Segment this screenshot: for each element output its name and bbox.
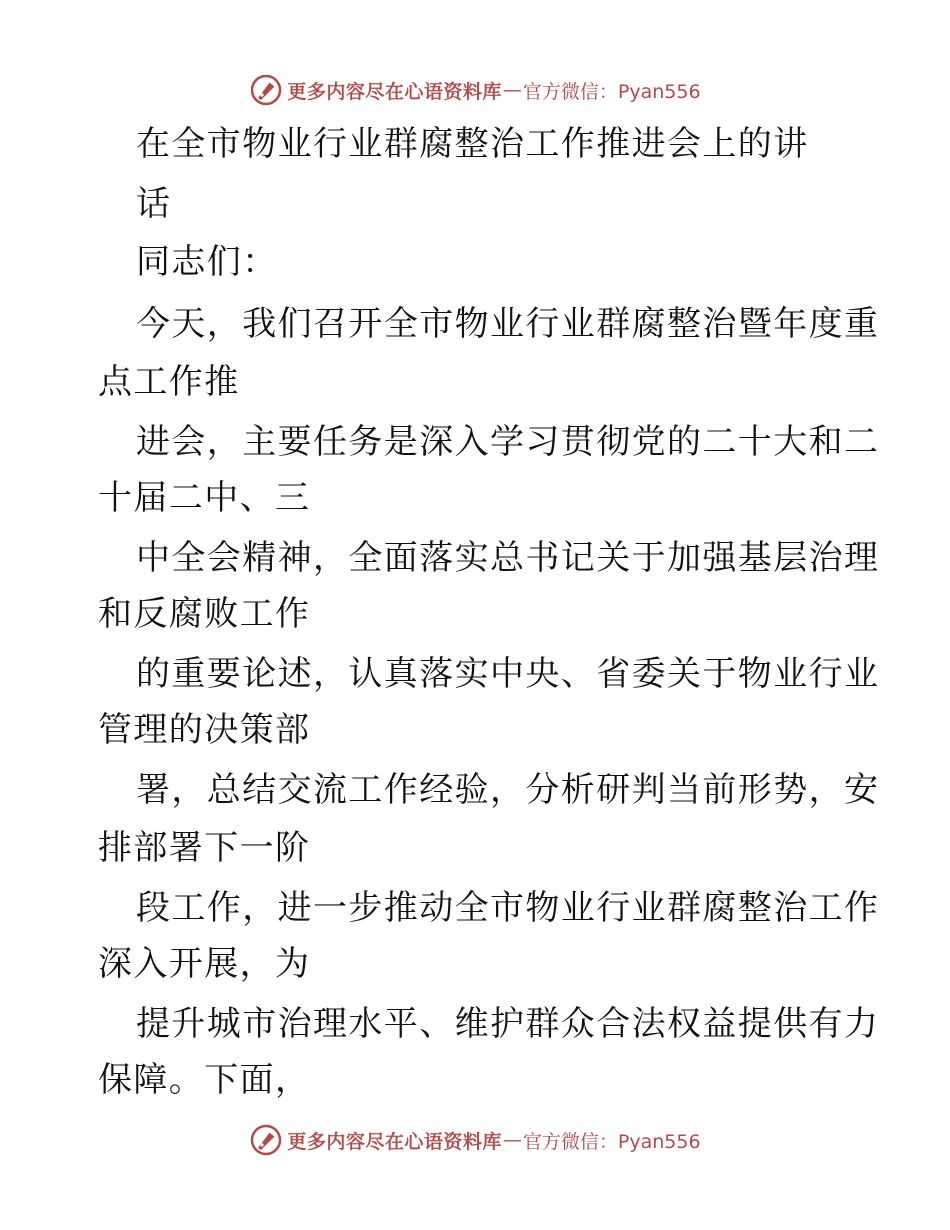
paragraph-line: 中全会精神，全面落实总书记关于加强基层治理: [136, 538, 880, 578]
paragraph-line: 管理的决策部: [98, 710, 311, 750]
banner-site-text: 更多内容尽在心语资料库: [287, 1130, 502, 1153]
paragraph-line: 排部署下一阶: [98, 828, 311, 868]
pen-nib-logo-icon: [249, 1123, 283, 1157]
paragraph-line: 的重要论述，认真落实中央、省委关于物业行业: [136, 654, 880, 694]
document-title-line-1: 在全市物业行业群腐整治工作推进会上的讲: [136, 124, 809, 164]
salutation: 同志们：: [136, 242, 278, 282]
banner-separator: —: [502, 79, 522, 101]
paragraph-line: 进会，主要任务是深入学习贯彻党的二十大和二: [136, 422, 880, 462]
paragraph-line: 今天，我们召开全市物业行业群腐整治暨年度重: [136, 304, 880, 344]
document-title-line-2: 话: [136, 184, 172, 224]
paragraph-line: 段工作，进一步推动全市物业行业群腐整治工作: [136, 888, 880, 928]
paragraph-line: 十届二中、三: [98, 478, 311, 518]
banner-site-text: 更多内容尽在心语资料库: [287, 80, 502, 103]
paragraph-line: 署，总结交流工作经验，分析研判当前形势，安: [136, 770, 880, 810]
banner-wechat-text: 官方微信：Pyan556: [522, 80, 701, 103]
banner-wechat-text: 官方微信：Pyan556: [522, 1130, 701, 1153]
paragraph-line: 深入开展，为: [98, 944, 311, 984]
footer-watermark-banner: [0, 1120, 950, 1160]
pen-nib-logo-icon: [249, 73, 283, 107]
banner-separator: —: [502, 1129, 522, 1151]
paragraph-line: 点工作推: [98, 362, 240, 402]
paragraph-line: 提升城市治理水平、维护群众合法权益提供有力: [136, 1004, 880, 1044]
paragraph-line: 保障。下面，: [98, 1060, 311, 1100]
paragraph-line: 和反腐败工作: [98, 594, 311, 634]
header-watermark-banner: [0, 70, 950, 110]
